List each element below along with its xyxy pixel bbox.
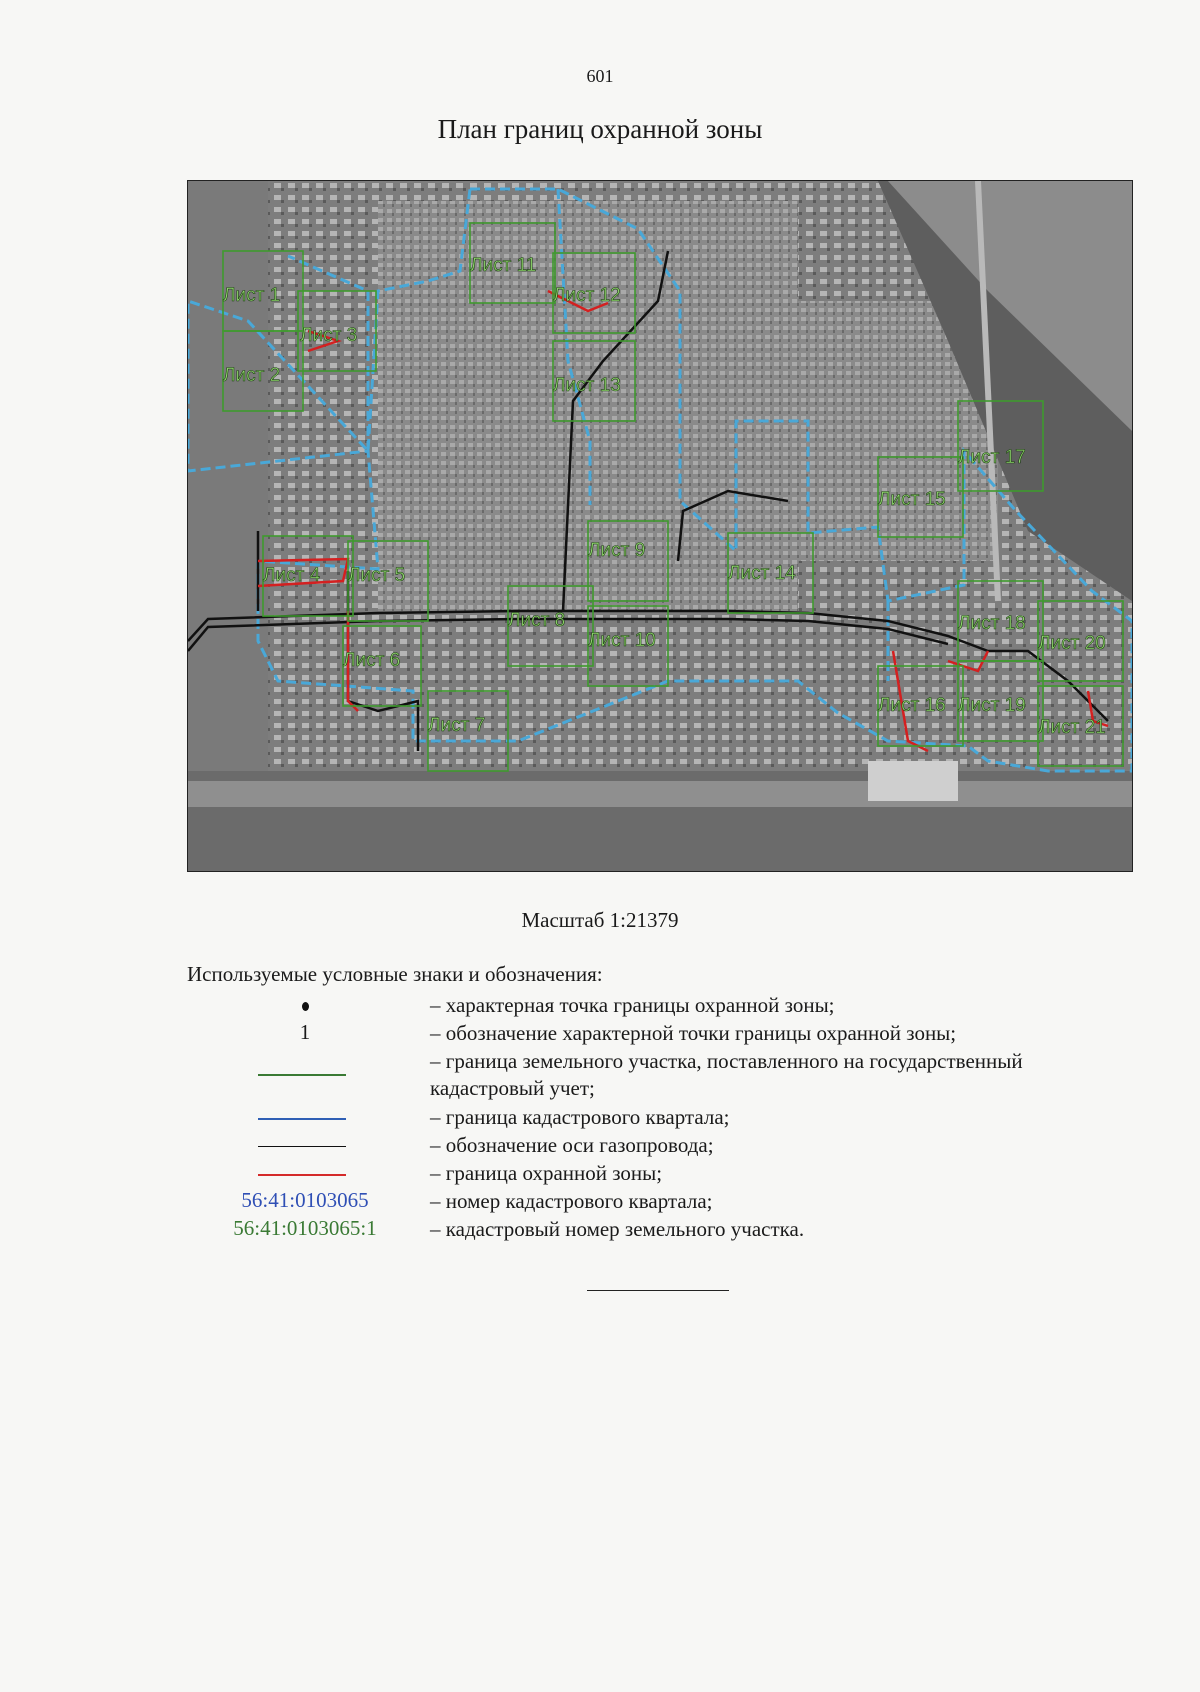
sheet-label: Лист 10: [588, 630, 656, 651]
industrial-building: [868, 761, 958, 801]
pipeline-line-icon: [258, 1146, 346, 1147]
sheet-label: Лист 11: [470, 255, 537, 276]
point-dot-icon: [302, 1002, 309, 1011]
sheet-label: Лист 18: [958, 613, 1026, 634]
legend-description: – обозначение оси газопровода;: [430, 1133, 714, 1157]
legend-symbol-dot: [180, 992, 430, 1017]
legend-description: – граница земельного участка, поставленного на государственный кадастровый учет;: [430, 1049, 1023, 1100]
sheet-label: Лист 15: [878, 489, 946, 510]
sheet-label: Лист 16: [878, 695, 946, 716]
legend-item-quarter-number: [0, 1188, 1200, 1216]
legend-item-land-plot: [0, 1048, 1200, 1104]
railway-strip: [188, 781, 1132, 807]
legend-heading: Используемые условные знаки и обозначения:: [187, 962, 603, 986]
land-plot-line-icon: [258, 1074, 346, 1076]
legend-item-pipeline: [0, 1132, 1200, 1160]
sheet-label: Лист 14: [728, 563, 796, 584]
sheet-label: Лист 2: [223, 365, 281, 386]
sheet-label: Лист 20: [1038, 633, 1106, 654]
legend-description: – кадастровый номер земельного участка.: [430, 1217, 805, 1241]
legend-item-protection-zone: [0, 1160, 1200, 1188]
sheet-label: Лист 9: [588, 540, 646, 561]
sheet-label: Лист 21: [1038, 717, 1106, 738]
western-area: [188, 181, 268, 771]
legend-item-quarter: [0, 1104, 1200, 1132]
sheet-label: Лист 19: [958, 695, 1026, 716]
map-scale: Масштаб 1:21379: [521, 908, 679, 932]
legend-symbol-quarter-number: 56:41:0103065: [241, 1188, 369, 1212]
legend-description: – граница кадастрового квартала;: [430, 1105, 730, 1129]
quarter-line-icon: [258, 1118, 346, 1120]
protection-zone-line-icon: [258, 1174, 346, 1176]
page-number: 601: [586, 66, 614, 86]
map-view[interactable]: [187, 180, 1133, 872]
legend-symbol-text: 1: [299, 1020, 311, 1044]
legend-description: – номер кадастрового квартала;: [430, 1189, 713, 1213]
sheet-label: Лист 3: [300, 325, 358, 346]
sheet-label: Лист 8: [508, 610, 566, 631]
legend-item-point-number: [0, 1020, 1200, 1048]
legend-item-point: [0, 992, 1200, 1020]
end-rule: [587, 1290, 729, 1291]
sheet-label: Лист 13: [553, 375, 621, 396]
sheet-label: Лист 4: [263, 565, 321, 586]
sheet-label: Лист 12: [553, 285, 621, 306]
sheet-label: Лист 17: [958, 447, 1026, 468]
page-title: План границ охранной зоны: [437, 114, 763, 144]
legend-description: – обозначение характерной точки границы охранной зоны;: [430, 1021, 957, 1045]
sheet-label: Лист 7: [428, 715, 486, 736]
sheet-label: Лист 5: [348, 565, 406, 586]
legend-symbol-plot-number: 56:41:0103065:1: [233, 1216, 377, 1240]
legend-description: – граница охранной зоны;: [430, 1161, 663, 1185]
map-canvas: [188, 181, 1132, 871]
legend-description: – характерная точка границы охранной зоны;: [430, 993, 835, 1017]
legend-item-plot-number: [0, 1216, 1200, 1244]
sheet-label: Лист 1: [223, 285, 281, 306]
sheet-label: Лист 6: [343, 650, 401, 671]
